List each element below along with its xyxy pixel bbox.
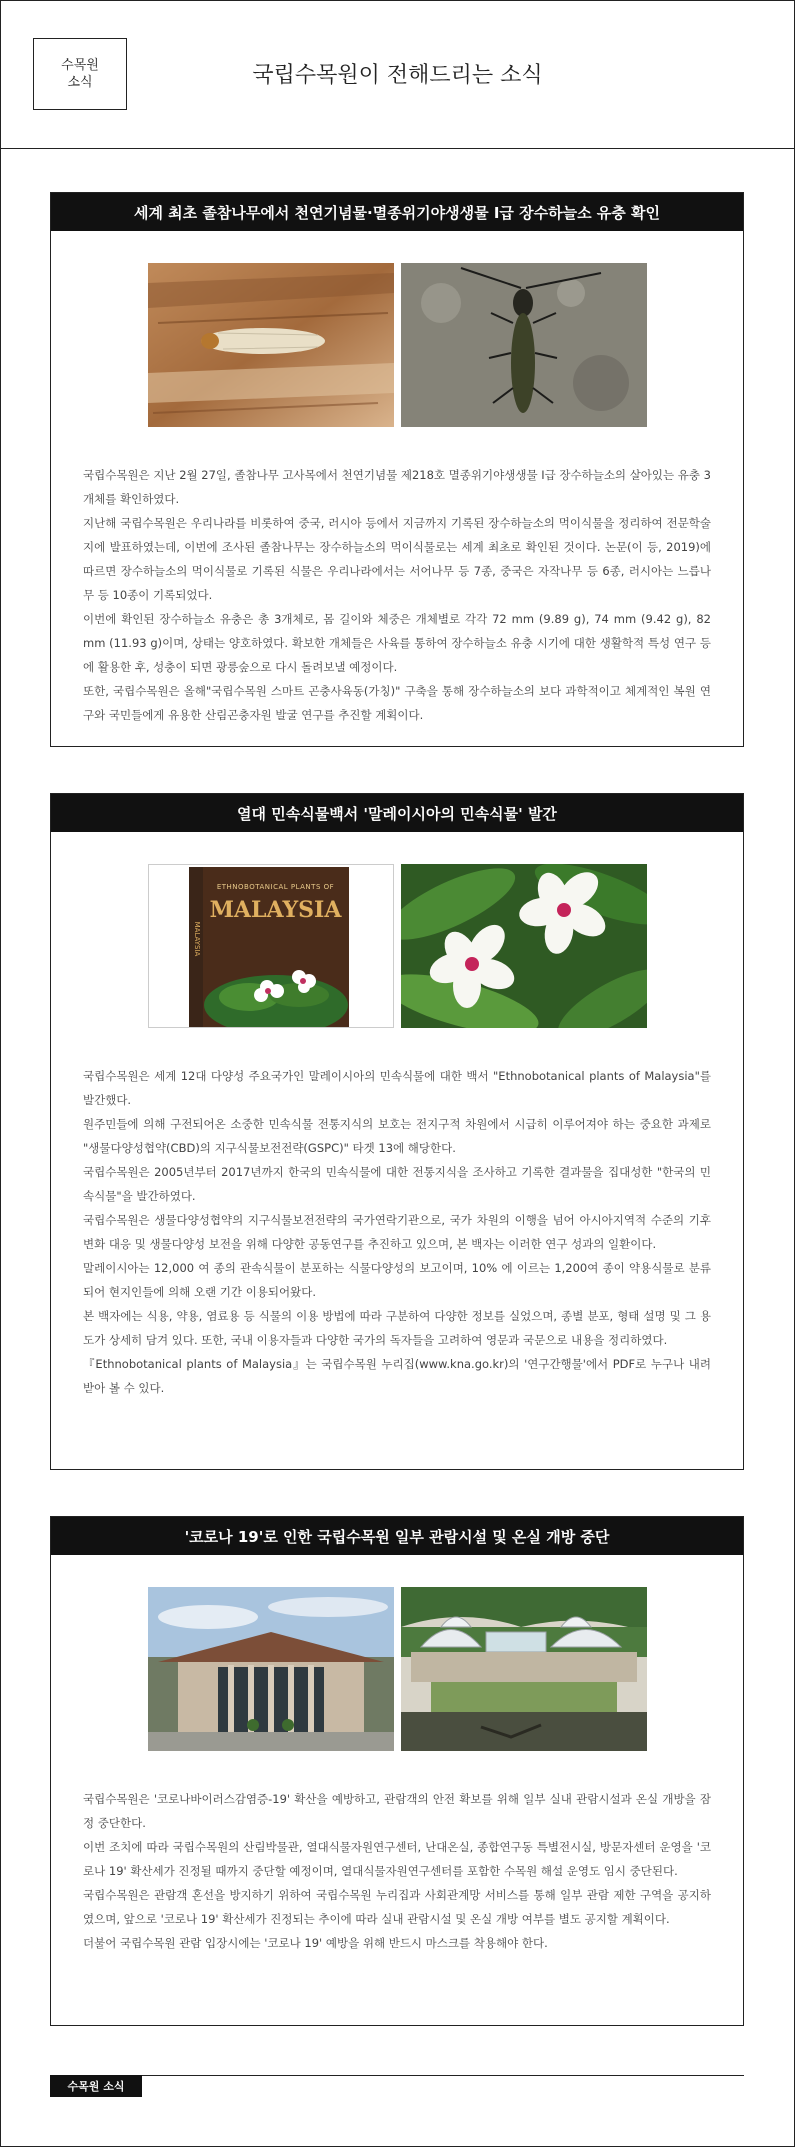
paragraph: 국립수목원은 세계 12대 다양성 주요국가인 말레이시아의 민속식물에 대한 백서 "Ethnobotanical plants of Malaysia"를 발간했다. <box>83 1069 711 1107</box>
paragraph: 더불어 국립수목원 관람 입장시에는 '코로나 19' 예방을 위해 반드시 마스크를 착용해야 한다. <box>83 1936 548 1950</box>
paragraph: 원주민들에 의해 구전되어온 소중한 민속식물 전통지식의 보호는 전지구적 차원에서 시급히 이루어져야 하는 중요한 과제로 "생물다양성협약(CBD)의 지구식물보전전략(GSPC)" 타겟 13에 해당한다. <box>83 1117 711 1155</box>
section-title: 열대 민속식물백서 '말레이시아의 민속식물' 발간 <box>51 794 743 832</box>
paragraph: 본 백자에는 식용, 약용, 염료용 등 식물의 이용 방법에 따라 구분하여 다양한 정보를 실었으며, 종별 분포, 형태 설명 및 그 용도가 상세히 담겨 있다. 또한, 국내 이용자들과 다양한 국가의 독자들을 고려하여 영문과 국문으로 내용을 정리하였다. <box>83 1309 711 1347</box>
news-section-longhorn-beetle <box>50 192 744 747</box>
paragraph: 이번 조치에 따라 국립수목원의 산림박물관, 열대식물자원연구센터, 난대온실, 종합연구동 특별전시실, 방문자센터 운영을 '코로나 19' 확산세가 진정될 때까지 중단할 예정이며, 열대식물자원연구센터를 포함한 수목원 해설 운영도 임시 중단된다. <box>83 1840 711 1878</box>
footer-divider <box>50 2075 744 2076</box>
paragraph: 국립수목원은 2005년부터 2017년까지 한국의 민속식물에 대한 전통지식을 조사하고 기록한 결과물을 집대성한 "한국의 민속식물"을 발간하였다. <box>83 1165 711 1203</box>
section-images <box>51 263 743 427</box>
section-body <box>83 1064 711 1400</box>
adult-beetle-on-bark-photo <box>401 263 647 427</box>
page-header <box>0 0 795 149</box>
paragraph: 또한, 국립수목원은 올해"국립수목원 스마트 곤충사육동(가칭)" 구축을 통해 장수하늘소의 보다 과학적이고 체계적인 복원 연구와 국민들에게 유용한 산림곤충자원 발굴 연구를 추진할 계획이다. <box>83 684 711 722</box>
paragraph: 『Ethnobotanical plants of Malaysia』는 국립수목원 누리집(www.kna.go.kr)의 '연구간행물'에서 PDF로 누구나 내려 받아 볼 수 있다. <box>83 1357 711 1395</box>
footer-label: 수목원 소식 <box>50 2075 142 2097</box>
page-title: 국립수목원이 전해드리는 소식 <box>252 63 543 88</box>
book-spine-title: MALAYSIA <box>192 921 201 957</box>
section-title: '코로나 19'로 인한 국립수목원 일부 관람시설 및 온실 개방 중단 <box>51 1517 743 1555</box>
paragraph: 국립수목원은 생물다양성협약의 지구식물보전전략의 국가연락기관으로, 국가 차원의 이행을 넘어 아시아지역적 수준의 기후변화 대응 및 생물다양성 보전을 위해 다양한 공동연구를 추진하고 있으며, 본 백자는 이러한 연구 성과의 일환이다. <box>83 1213 711 1251</box>
greenhouse-domes-photo <box>401 1587 647 1751</box>
paragraph: 국립수목원은 지난 2월 27일, 졸참나무 고사목에서 천연기념물 제218호 멸종위기야생생물 I급 장수하늘소의 살아있는 유충 3개체를 확인하였다. <box>83 468 711 506</box>
paragraph: 말레이시아는 12,000 여 종의 관속식물이 분포하는 식물다양성의 보고이며, 10% 에 이르는 1,200여 종이 약용식물로 분류되어 현지인들에 의해 오랜 기간 이용되어왔다. <box>83 1261 711 1299</box>
paragraph: 국립수목원은 관람객 혼선을 방지하기 위하여 국립수목원 누리집과 사회관계망 서비스를 통해 일부 관람 제한 구역을 공지하였으며, 앞으로 '코로나 19' 확산세가 진정되는 추이에 따라 실내 관람시설 및 온실 개방 여부를 별도 공지할 계획이다. <box>83 1888 711 1926</box>
news-section-covid-closure <box>50 1516 744 2026</box>
book-cover-photo <box>148 864 394 1028</box>
paragraph: 이번에 확인된 장수하늘소 유충은 총 3개체로, 몸 길이와 체중은 개체별로 각각 72 mm (9.89 g), 74 mm (9.42 g), 82 mm (11.93 g)이며, 상태는 양호하였다. 확보한 개체들은 사육를 통하여 장수하늘소 유충 시기에 대한 생활학적 특성 연구 등에 활용한 후, 성충이 되면 광릉숲으로 다시 돌려보낼 예정이다. <box>83 612 711 674</box>
paragraph: 지난해 국립수목원은 우리나라를 비롯하여 중국, 러시아 등에서 지금까지 기록된 장수하늘소의 먹이식물을 정리하여 전문학술지에 발표하였는데, 이번에 조사된 졸참나무는 장수하늘소의 먹이식물로는 세계 최초로 확인된 것이다. 논문(이 등, 2019)에 따르면 장수하늘소의 먹이식물로 기록된 식물은 우리나라에서는 서어나무 등 7종, 중국은 자작나무 등 6종, 러시아는 느릅나무 등 10종이 기록되었다. <box>83 516 711 602</box>
larva-in-wood-photo <box>148 263 394 427</box>
frangipani-flowers-photo <box>401 864 647 1028</box>
section-title: 세계 최초 졸참나무에서 천연기념물·멸종위기야생생물 I급 장수하늘소 유충 확인 <box>51 193 743 231</box>
museum-building-photo <box>148 1587 394 1751</box>
paragraph: 국립수목원은 '코로나바이러스감염증-19' 확산을 예방하고, 관람객의 안전 확보를 위해 일부 실내 관람시설과 온실 개방을 잠정 중단한다. <box>83 1792 711 1830</box>
section-images <box>51 864 743 1028</box>
book-series-title: ETHNOBOTANICAL PLANTS OF <box>216 883 335 891</box>
logo-box: 수목원 소식 <box>33 38 127 110</box>
book-country-title: MALAYSIA <box>209 897 342 923</box>
section-body <box>83 463 711 727</box>
section-body <box>83 1787 711 1955</box>
news-section-malaysia-book <box>50 793 744 1470</box>
section-images <box>51 1587 743 1751</box>
